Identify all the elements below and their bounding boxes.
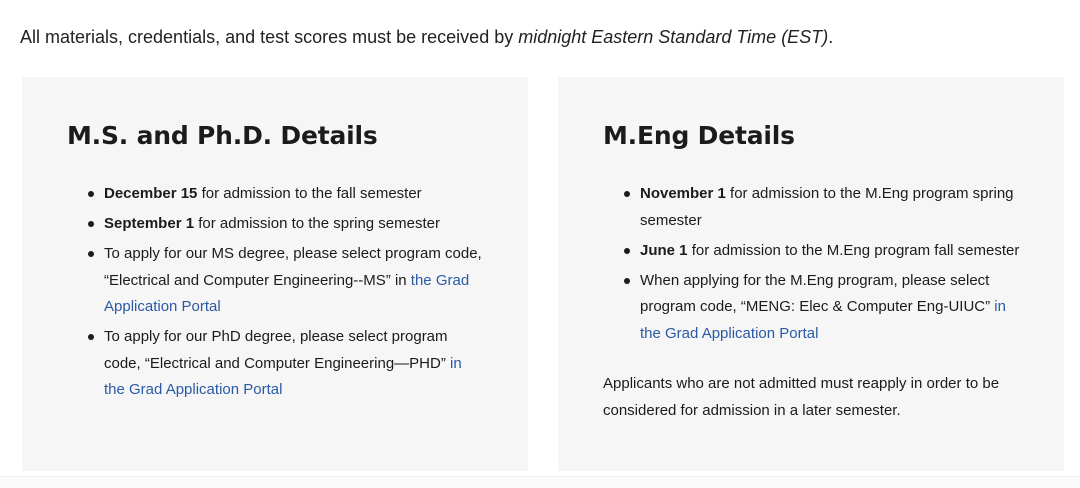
reapply-note: Applicants who are not admitted must reapply in order to be considered for admission in a later semester. (603, 375, 1000, 419)
program-code-text: To apply for our PhD degree, please select program code, “Electrical and Computer Engineering—PHD” (104, 328, 450, 372)
grad-application-portal-link-phd[interactable]: in the Grad Application Portal (104, 354, 462, 398)
bullet-icon (88, 334, 94, 340)
deadline-date: September 1 (104, 215, 195, 232)
list-item (104, 211, 484, 238)
deadline-text: for admission to the fall semester (197, 185, 422, 202)
list-item (104, 181, 484, 208)
bullet-icon (624, 248, 630, 254)
deadline-date: December 15 (104, 185, 198, 202)
bullet-icon (624, 278, 630, 284)
bullet-icon (88, 251, 94, 257)
meng-list (640, 181, 1020, 351)
deadline-date: November 1 (640, 185, 726, 202)
deadline-text: for admission to the M.Eng program spring semester (640, 185, 1014, 229)
deadline-text: for admission to the M.Eng program fall semester (687, 241, 1020, 259)
list-item (104, 241, 484, 321)
ms-phd-details-card (22, 77, 528, 471)
page-bottom-divider (0, 476, 1080, 488)
deadline-intro (20, 22, 833, 52)
list-item (104, 324, 484, 404)
program-code-text: To apply for our MS degree, please select program code, “Electrical and Computer Engineering--MS” in (104, 245, 482, 289)
list-item (640, 238, 1020, 265)
ms-phd-list (104, 181, 484, 407)
bullet-icon (88, 221, 94, 227)
intro-emphasis: midnight Eastern Standard Time (EST) (518, 27, 829, 47)
bullet-icon (88, 191, 94, 197)
bullet-icon (624, 191, 630, 197)
deadline-text: for admission to the spring semester (194, 215, 440, 232)
deadline-date: June 1 (640, 241, 688, 259)
meng-title: M.Eng Details (603, 121, 795, 150)
grad-application-portal-link-ms[interactable]: the Grad Application Portal (104, 271, 470, 315)
grad-application-portal-link-meng[interactable]: in the Grad Application Portal (640, 298, 1006, 342)
ms-phd-title: M.S. and Ph.D. Details (67, 121, 378, 150)
program-code-text: When applying for the M.Eng program, please select program code, “MENG: Elec & Computer Eng-UIUC” (640, 271, 995, 315)
intro-end: . (828, 27, 834, 47)
list-item (640, 268, 1020, 348)
intro-text: All materials, credentials, and test scores must be received by (20, 27, 519, 47)
meng-details-card (558, 77, 1064, 471)
list-item (640, 181, 1020, 234)
